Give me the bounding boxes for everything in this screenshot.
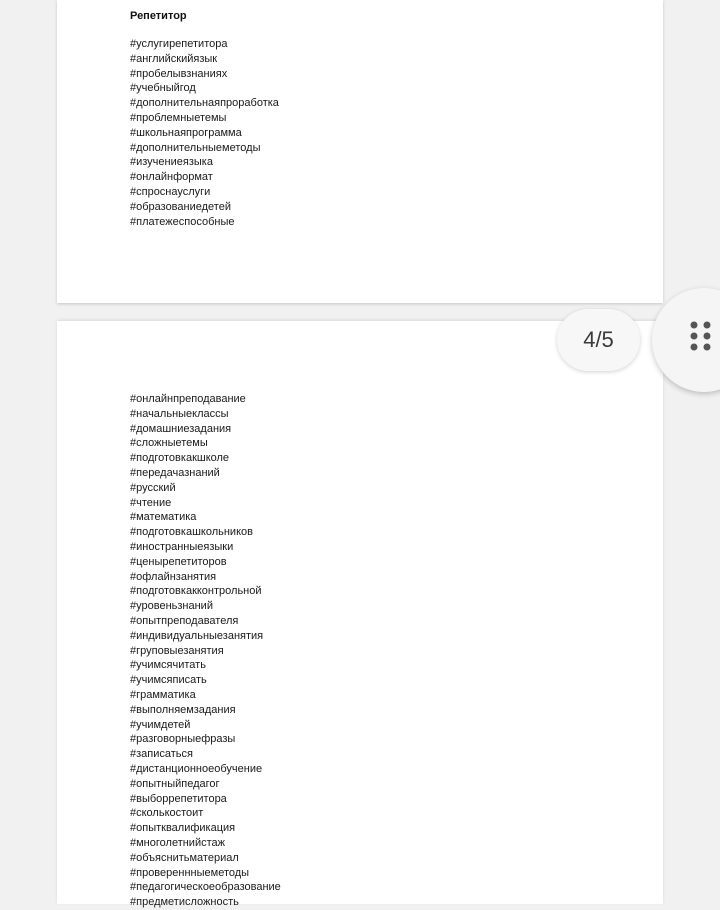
hashtag-item: #объяснитьматериал [130, 851, 239, 864]
hashtag-item: #чтение [130, 496, 172, 509]
hashtag-item: #проблемныетемы [130, 111, 227, 124]
hashtag-item: #груповыезанятия [130, 644, 224, 657]
hashtag-item: #учимсячитать [130, 659, 206, 672]
hashtag-item: #школьнаяпрограмма [130, 126, 242, 139]
hashtag-item: #учимдетей [130, 718, 191, 731]
hashtag-item: #английскийязык [130, 52, 218, 65]
hashtag-item: #ценырепетиторов [130, 555, 227, 568]
grip-dots-icon [690, 321, 714, 357]
hashtag-item: #провереннныеметоды [130, 866, 250, 879]
hashtag-item: #онлайнформат [130, 171, 213, 184]
hashtag-item: #математика [130, 511, 197, 524]
hashtag-item: #услугирепетитора [130, 38, 228, 50]
hashtag-item: #педагогическоеобразование [130, 881, 281, 894]
hashtag-item: #изучениеязыка [130, 156, 213, 169]
hashtag-list-bottom [130, 392, 281, 910]
hashtag-item: #образованиедетей [130, 200, 231, 213]
hashtag-item: #опытпреподавателя [130, 614, 239, 627]
hashtag-item: #опытныйпедагог [130, 777, 220, 790]
page-indicator: 4/5 [557, 309, 640, 371]
hashtag-item: #предметисложность [130, 896, 239, 909]
hashtag-item: #русский [130, 481, 176, 494]
hashtag-item: #пробелывзнаниях [130, 67, 228, 80]
hashtag-item: #подготовкашкольников [130, 526, 253, 539]
hashtag-item: #выполняемзадания [130, 703, 236, 716]
hashtag-item: #иностранныеязыки [130, 540, 234, 553]
hashtag-item: #платежеспособные [130, 215, 235, 228]
hashtag-item: #домашниезадания [130, 422, 232, 435]
hashtag-item: #подготовкакшколе [130, 452, 230, 465]
hashtag-item: #сложныетемы [130, 437, 208, 450]
hashtag-item: #подготовкакконтрольной [130, 585, 262, 598]
hashtag-item: #спроснауслуги [130, 185, 211, 198]
document-page-bottom [57, 321, 663, 909]
hashtag-item: #сколькостоит [130, 807, 204, 820]
hashtag-item: #учимсяписать [130, 674, 207, 687]
hashtag-item: #опытквалификация [130, 822, 236, 835]
hashtag-item: #начальныеклассы [130, 407, 229, 420]
hashtag-item: #учебныйгод [130, 82, 196, 95]
hashtag-list-top [130, 37, 279, 229]
hashtag-item: #многолетнийстаж [130, 836, 225, 849]
page-title: Репетитор [130, 10, 187, 22]
hashtag-item: #онлайнпреподавание [130, 393, 246, 405]
hashtag-item: #офлайнзанятия [130, 570, 217, 583]
hashtag-item: #передачазнаний [130, 466, 220, 479]
hashtag-item: #записаться [130, 748, 193, 761]
hashtag-item: #дополнительнаяпроработка [130, 97, 279, 110]
hashtag-item: #дополнительныеметоды [130, 141, 261, 154]
hashtag-item: #индивидуальныезанятия [130, 629, 264, 642]
hashtag-item: #выборрепетитора [130, 792, 227, 805]
hashtag-item: #грамматика [130, 688, 196, 701]
hashtag-item: #дистанционноеобучение [130, 762, 263, 775]
document-page-top [57, 0, 663, 303]
hashtag-item: #разговорныефразы [130, 733, 236, 746]
hashtag-item: #уровеньзнаний [130, 600, 213, 613]
